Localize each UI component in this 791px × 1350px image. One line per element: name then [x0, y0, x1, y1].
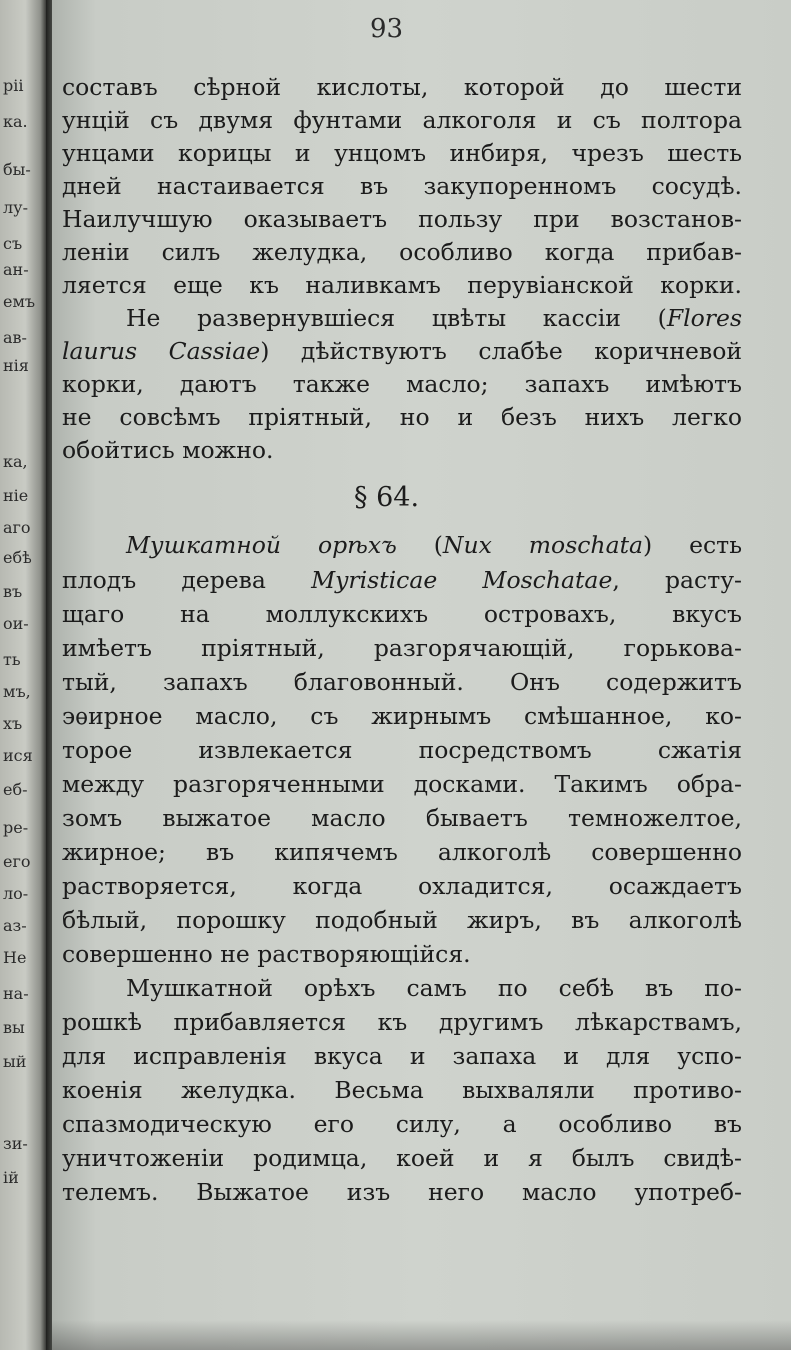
text-run: ) есть	[643, 531, 742, 559]
text-run: плодъ дерева	[62, 566, 312, 594]
left-fragment: ои-	[3, 614, 29, 633]
left-fragment: ка,	[3, 452, 28, 471]
left-fragment: Не	[3, 948, 27, 967]
text-line: унцій съ двумя фунтами алкоголя и съ полтора	[62, 106, 742, 134]
left-fragment: его	[3, 852, 31, 871]
left-fragment: ан-	[3, 260, 29, 279]
left-fragment: въ	[3, 582, 23, 601]
text-line: обойтись можно.	[62, 436, 274, 464]
latin-term: Flores	[666, 304, 742, 332]
left-fragment: ре-	[3, 818, 29, 837]
text-line: растворяется, когда охладится, осаждаетъ	[62, 872, 742, 900]
text-line: для исправленія вкуса и запаха и для успо-	[62, 1042, 742, 1070]
left-fragment: съ	[3, 234, 23, 253]
left-fragment: ріі	[3, 76, 24, 95]
text-line: леніи силъ желудка, особливо когда прибав-	[62, 238, 742, 266]
text-line: рошкѣ прибавляется къ другимъ лѣкарствамъ,	[62, 1008, 742, 1036]
text-run: Не развернувшіеся цвѣты кассіи (	[126, 304, 667, 332]
left-fragment: еб-	[3, 780, 28, 799]
text-line: эѳирное масло, съ жирнымъ смѣшанное, ко-	[62, 702, 742, 730]
left-fragment: ися	[3, 746, 33, 765]
left-fragment: зи-	[3, 1134, 28, 1153]
left-fragment: мъ,	[3, 682, 31, 701]
text-line: тый, запахъ благовонный. Онъ содержитъ	[62, 668, 742, 696]
left-fragment: ть	[3, 650, 21, 669]
left-fragment: вы	[3, 1018, 25, 1037]
left-fragment: ый	[3, 1052, 27, 1071]
left-fragment: лу-	[3, 198, 28, 217]
text-line: составъ сѣрной кислоты, которой до шести	[62, 73, 742, 101]
section-heading: § 64.	[354, 482, 420, 513]
text-line	[62, 566, 742, 594]
latin-term: laurus Cassiae	[62, 337, 261, 365]
left-fragment: аз-	[3, 916, 27, 935]
text-line: Наилучшую оказываетъ пользу при возстанов-	[62, 205, 742, 233]
left-fragment: на-	[3, 984, 29, 1003]
latin-term: Myristicae Moschatae	[311, 566, 613, 594]
left-fragment: ніе	[3, 486, 29, 505]
left-fragment: емъ	[3, 292, 36, 311]
text-line: уничтоженіи родимца, коей и я былъ свидѣ-	[62, 1144, 742, 1172]
term-heading: Мушкатной орѣхъ	[126, 531, 397, 559]
text-line	[62, 337, 743, 365]
left-fragment: ло-	[3, 884, 29, 903]
left-fragment: бы-	[3, 160, 31, 179]
left-fragment: хъ	[3, 714, 23, 733]
left-page-edge	[0, 0, 46, 1350]
left-fragment: ка.	[3, 112, 28, 131]
left-fragment: аго	[3, 518, 31, 537]
text-run: ) дѣйствуютъ слабѣе коричневой	[260, 337, 743, 365]
text-line: спазмодическую его силу, а особливо въ	[62, 1110, 742, 1138]
text-run: (	[396, 531, 443, 559]
text-line: коенія желудка. Весьма выхваляли противо-	[62, 1076, 742, 1104]
left-fragment: ав-	[3, 328, 27, 347]
text-line	[126, 531, 742, 559]
text-line: торое извлекается посредствомъ сжатія	[62, 736, 742, 764]
text-run: , расту-	[612, 566, 742, 594]
text-line: жирное; въ кипячемъ алкоголѣ совершенно	[62, 838, 742, 866]
left-fragment: нія	[3, 356, 29, 375]
text-line: дней настаивается въ закупоренномъ сосудѣ.	[62, 172, 742, 200]
text-line: бѣлый, порошку подобный жиръ, въ алкоголѣ	[62, 906, 742, 934]
text-line: ляется еще къ наливкамъ перувіанской корки.	[62, 271, 742, 299]
text-line: совершенно не растворяющійся.	[62, 940, 471, 968]
latin-term: Nux moschata	[442, 531, 644, 559]
text-line: унцами корицы и унцомъ инбиря, чрезъ шесть	[62, 139, 742, 167]
text-line	[126, 304, 742, 332]
left-fragment: ій	[3, 1168, 19, 1187]
text-line: телемъ. Выжатое изъ него масло употреб-	[62, 1178, 742, 1206]
page-bottom-shadow	[52, 1320, 791, 1350]
left-fragment: ебѣ	[3, 548, 32, 567]
text-line: зомъ выжатое масло бываетъ темножелтое,	[62, 804, 742, 832]
text-line: Мушкатной орѣхъ самъ по себѣ въ по-	[126, 974, 742, 1002]
right-page	[52, 0, 791, 1350]
text-line: щаго на моллукскихъ островахъ, вкусъ	[62, 600, 742, 628]
text-line: корки, даютъ также масло; запахъ имѣютъ	[62, 370, 742, 398]
text-line: между разгоряченными досками. Такимъ обра-	[62, 770, 742, 798]
text-line: не совсѣмъ пріятный, но и безъ нихъ легко	[62, 403, 742, 431]
text-line: имѣетъ пріятный, разгорячающій, горькова-	[62, 634, 742, 662]
page-number: 93	[370, 14, 404, 44]
